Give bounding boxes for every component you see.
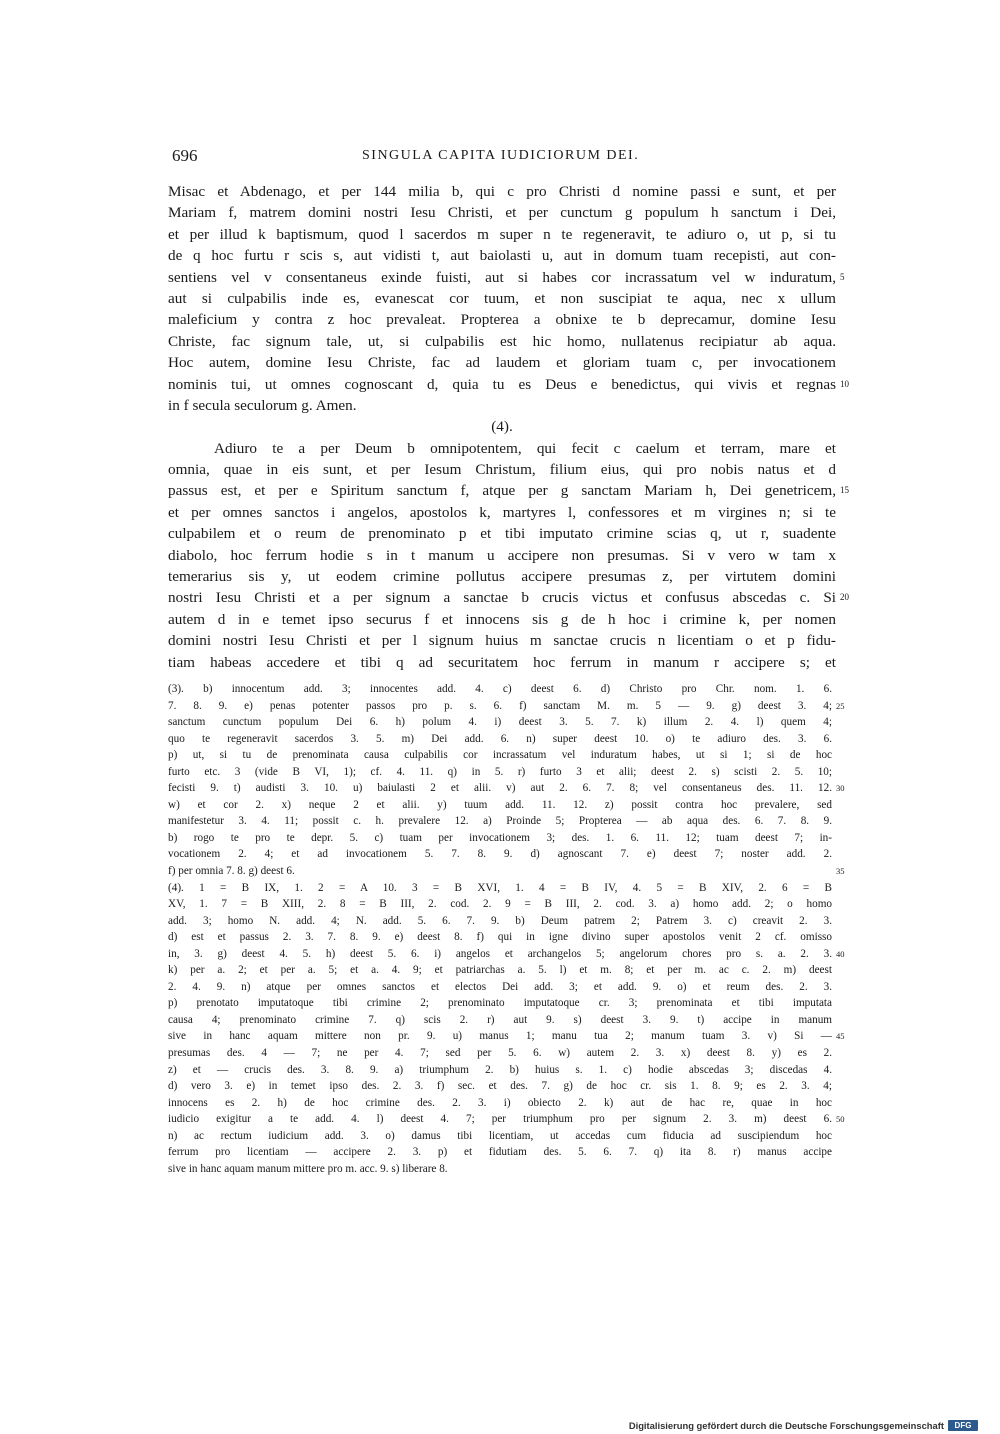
text-line: in f secula seculorum g. Amen. [168, 396, 357, 414]
page-number: 696 [172, 146, 198, 165]
text-line: tiam habeas accedere et tibi q ad securitatem hoc ferrum in manum r accipere s; et [168, 653, 836, 671]
note-line: presumas des. 4 — 7; ne per 4. 7; sed per 5. 6. w) autem 2. 3. x) deest 8. y) es 2. [168, 1047, 832, 1060]
note-line: w) et cor 2. x) neque 2 et alii. y) tuum add. 11. 12. z) possit contra hoc prevalere, sed [168, 798, 832, 811]
page-header [172, 146, 832, 170]
note-line-content: iudicio exigitur a te add. 4. l) deest 4. 7; per triumphum pro per signum 2. 3. m) deest 6. [168, 1113, 832, 1126]
text-line [168, 267, 845, 288]
note-line-content: in, 3. g) deest 4. 5. h) deest 5. 6. i) angelos et archangelos 5; angelorum chores pro s. a. 2. 3. [168, 947, 832, 960]
line-number: 35 [836, 866, 845, 877]
note-line: n) ac rectum iudicium add. 3. o) damus tibi licentiam, ut accedas cum fiducia ad suscipiendum hoc [168, 1129, 832, 1142]
note-line-content: f) per omnia 7. 8. g) deest 6. [168, 865, 295, 878]
line-number: 10 [840, 378, 849, 389]
note-line [168, 780, 845, 797]
text-line-content: passus est, et per e Spiritum sanctum f, atque per g sanctam Mariam h, Dei genetricem, [168, 482, 836, 500]
line-number: 45 [836, 1031, 845, 1042]
line-number: 25 [836, 700, 845, 711]
note-line [168, 1111, 845, 1128]
text-line: Mariam f, matrem domini nostri Iesu Christi, et per cunctum g populum h sanctum i Dei, [168, 204, 836, 222]
note-line: vocationem 2. 4; et ad invocationem 5. 7. 8. 9. d) agnoscant 7. e) deest 7; noster add. 2. [168, 848, 832, 861]
note-line: quo te regeneravit sacerdos 3. 5. m) Dei add. 6. n) super deest 10. o) te adiuro des. 3. 6. [168, 732, 832, 745]
text-line: maleficium y contra z hoc prevaleat. Propterea a obnixe te b deprecamur, domine Iesu [168, 311, 836, 329]
text-line: de q hoc furtu r scis s, aut vidisti t, aut baiolasti u, aut in domum tuam recepisti, aut con- [168, 247, 836, 265]
text-line: culpabilem et o reum de prenominato p et tibi imputato crimine scias q, ut r, suadente [168, 525, 836, 543]
text-line: Adiuro te a per Deum b omnipotentem, qui fecit c caelum et terram, mare et [214, 439, 836, 457]
note-line: causa 4; prenominato crimine 7. q) scis 2. r) aut 9. s) deest 3. 9. t) accipe in manum [168, 1013, 832, 1026]
text-line: temerarius sis y, ut eodem crimine pollutus accipere presumas z, per virtutem domini [168, 568, 836, 586]
note-line: innocens es 2. h) de hoc crimine des. 2. 3. i) obiecto 2. k) aut de hac re, quae in hoc [168, 1096, 832, 1109]
note-line: (3). b) innocentum add. 3; innocentes add. 4. c) deest 6. d) Christo pro Chr. nom. 1. 6. [168, 683, 832, 695]
note-line-content: 7. 8. 9. e) penas potenter passos pro p. s. 6. f) sanctam M. m. 5 — 9. g) deest 3. 4; [168, 699, 832, 712]
note-line: sive in hanc aquam manum mittere pro m. acc. 9. s) liberare 8. [168, 1162, 448, 1175]
text-line [168, 587, 849, 608]
text-line [168, 480, 849, 501]
section-heading: (4). [491, 418, 513, 436]
note-line-content: sive in hanc aquam mittere non pr. 9. u) manus 1; manu tua 2; manum tuam 3. v) Si — [168, 1030, 832, 1043]
text-line-content: sentiens vel v consentaneus exinde fuisti, aut si habes cor incrassatum vel w induratum, [168, 268, 836, 286]
text-line-content: nostri Iesu Christi et a per signum a sanctae b crucis victus et confusus abscedas c. Si [168, 589, 836, 607]
note-line: 2. 4. 9. n) atque per omnes sanctos et electos Dei add. 3; et add. 9. o) et reum des. 2. 3. [168, 980, 832, 993]
note-line [168, 863, 845, 880]
text-line: et per illud k baptismum, quod l sacerdos m super n te regeneravit, te adiuro o, ut p, si tu [168, 225, 836, 243]
note-line: b) rogo te pro te depr. 5. c) tuam per invocationem 3; des. 1. 6. 11. 12; tuam deest 7; in- [168, 831, 832, 844]
note-line: p) ut, si tu de prenominata causa culpabilis cor incrassatum vel induratum habes, ut si 1; si de hoc [168, 749, 832, 762]
note-line: d) est et passus 2. 3. 7. 8. 9. e) deest 8. f) qui in igne divino super apostolos venit 2 cf. omisso [168, 931, 832, 944]
note-line: k) per a. 2; et per a. 5; et a. 4. 9; et patriarchas a. 5. l) et m. 8; et per m. ac c. 2. m) deest [168, 964, 832, 977]
note-line: furto etc. 3 (vide B VI, 1); cf. 4. 11. q) in 5. r) furto 3 et alii; deest 2. s) scisti 2. 5. 10; [168, 765, 832, 778]
note-line: ferrum pro licentiam — accipere 2. 3. p) et fidutiam des. 5. 6. 7. q) ita 8. r) manus accipe [168, 1146, 832, 1159]
text-line: diabolo, hoc ferrum hodie s in t manum u accipere non presumas. Si v vero w tam x [168, 546, 836, 564]
note-line: p) prenotato imputatoque tibi crimine 2; prenominato imputatoque cr. 3; prenominata et tibi imputata [168, 997, 832, 1010]
text-line: Misac et Abdenago, et per 144 milia b, qui c pro Christi d nomine passi e sunt, et per [168, 183, 836, 200]
note-line: add. 3; homo N. add. 4; N. add. 5. 6. 7. 9. b) Deum patrem 2; Patrem 3. c) creavit 2. 3. [168, 914, 832, 927]
line-number: 40 [836, 948, 845, 959]
main-text [168, 181, 849, 673]
dfg-logo-icon: DFG [948, 1420, 978, 1431]
digitization-footer [629, 1419, 978, 1431]
text-line [168, 374, 849, 395]
text-line: et per omnes sanctos i angelos, apostolos k, martyres l, confessores et m virgines n; si te [168, 503, 836, 521]
text-line: Christe, fac signum tale, ut, si culpabilis est hic homo, nullatenus recipiatur ab aqua. [168, 332, 836, 350]
line-number: 5 [840, 271, 845, 282]
text-line: Hoc autem, domine Iesu Christe, fac ad laudem et gloriam tuam c, per invocationem [168, 354, 836, 372]
line-number: 50 [836, 1114, 845, 1125]
text-line: autem d in e temet ipso securus f et innocens sis g de h hoc i crimine k, per nomen [168, 610, 836, 628]
text-line-content: nominis tui, ut omnes cognoscant d, quia tu es Deus e benedictus, qui vivis et regnas [168, 375, 836, 393]
note-line [168, 946, 845, 963]
footer-credit: Digitalisierung gefördert durch die Deutsche Forschungsgemeinschaft [628, 1419, 944, 1431]
note-line: (4). 1 = B IX, 1. 2 = A 10. 3 = B XVI, 1. 4 = B IV, 4. 5 = B XIV, 2. 6 = B [168, 881, 832, 894]
note-line: XV, 1. 7 = B XIII, 2. 8 = B III, 2. cod. 2. 9 = B III, 2. cod. 3. a) homo add. 2; o homo [168, 898, 832, 911]
note-line: manifestetur 3. 4. 11; possit c. h. prevalere 12. a) Proinde 5; Propterea — ab aqua des. 6. 7. 8. 9. [168, 815, 832, 828]
note-line [168, 1028, 845, 1045]
note-line [168, 698, 845, 715]
note-line-content: fecisti 9. t) audisti 3. 10. u) baiulasti 2 et alii. v) aut 2. 6. 7. 8; vel consentaneus des. 11. 12. [168, 782, 832, 795]
line-number: 30 [836, 783, 845, 794]
line-number: 15 [840, 485, 849, 496]
running-head: SINGULA CAPITA IUDICIORUM DEI. [362, 148, 640, 163]
text-line: domini nostri Iesu Christi et per l signum huius m sanctae crucis n licentiam o et p fidu- [168, 632, 836, 650]
apparatus-notes [168, 681, 845, 1177]
text-line: aut si culpabilis inde es, evanescat cor tuum, et non suscipiat te aqua, nec x ullum [168, 289, 836, 307]
line-number: 20 [840, 592, 849, 603]
note-line: z) et — crucis des. 3. 8. 9. a) triumphum 2. b) huius s. 1. c) hodie abscedas 3; discedas 4. [168, 1063, 832, 1076]
note-line: d) vero 3. e) in temet ipso des. 2. 3. f) sec. et des. 7. g) de hoc cr. sis 1. 8. 9; es 2. 3. 4; [168, 1080, 832, 1093]
note-line: sanctum cunctum populum Dei 6. h) polum 4. i) deest 3. 5. 7. k) illum 2. 4. l) quem 4; [168, 716, 832, 729]
text-line: omnia, quae in eis sunt, et per Iesum Christum, filium eius, qui pro nobis natus et d [168, 461, 836, 479]
